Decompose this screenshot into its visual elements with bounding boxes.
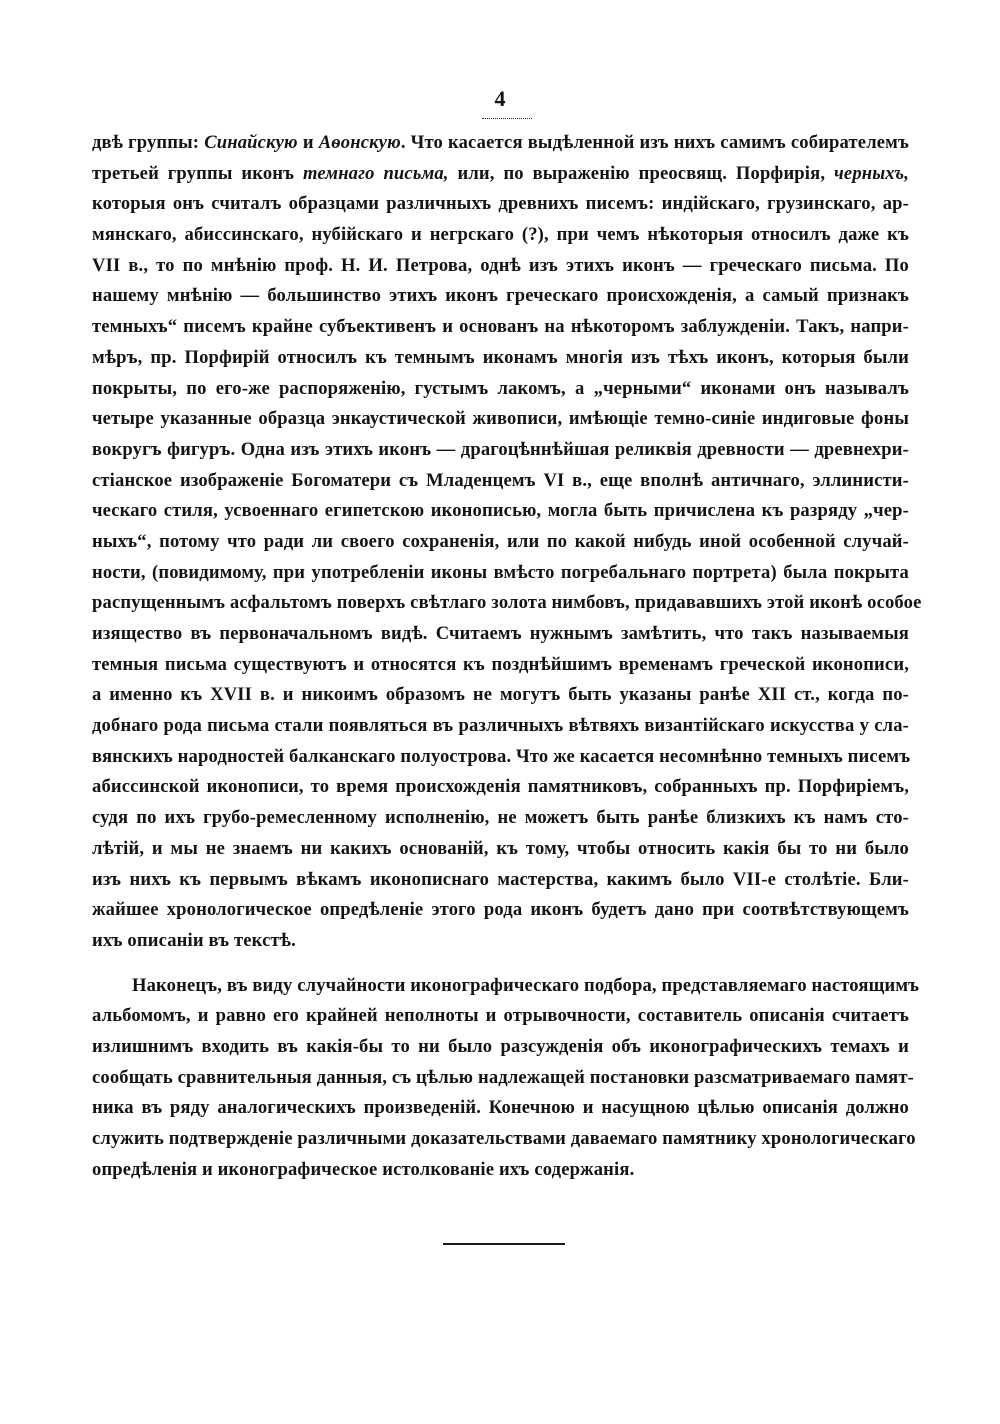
text-line — [92, 742, 909, 773]
text-line — [92, 527, 909, 558]
text-run: мянскаго, абиссинскаго, нубійскаго и негрскаго (?), при чемъ нѣкоторыя относилъ даже къ — [92, 224, 909, 246]
text-line — [92, 1155, 909, 1186]
body-text — [92, 128, 922, 1185]
text-line — [92, 189, 909, 220]
italic-term: Аѳонскую — [318, 132, 401, 153]
italic-term: темнаго письма, — [303, 162, 449, 184]
text-line — [92, 1063, 915, 1094]
text-line — [92, 650, 909, 681]
text-line — [92, 496, 909, 527]
text-run: темныхъ“ писемъ крайне субъективенъ и основанъ на нѣкоторомъ заблужденіи. Такъ, напри- — [92, 316, 909, 338]
text-run: опредѣленія и иконографическое истолкованіе ихъ содержанія. — [92, 1158, 635, 1180]
text-run: абиссинской иконописи, то время происхожденія памятниковъ, собранныхъ пр. Порфиріемъ, — [92, 776, 909, 798]
text-line — [92, 1093, 909, 1124]
text-run: сообщать сравнительныя данныя, съ цѣлью надлежащей постановки разсматриваемаго памят- — [92, 1066, 915, 1088]
text-run: покрыты, по его-же распоряженію, густымъ лакомъ, а „черными“ иконами онъ называлъ — [92, 377, 909, 399]
text-run: стіанское изображеніе Богоматери съ Младенцемъ VI в., еще вполнѣ античнаго, эллинисти- — [92, 469, 909, 491]
text-line — [92, 1124, 916, 1155]
paragraph-2 — [92, 971, 920, 1186]
text-run: и — [297, 132, 319, 153]
text-line — [92, 1001, 909, 1032]
text-run: жайшее хронологическое опредѣленіе этого рода иконъ будетъ дано при соотвѣтствующемъ — [92, 899, 909, 921]
text-line — [92, 435, 909, 466]
text-run: четыре указанные образца энкаустической живописи, имѣющіе темно-синіе индиговые фоны — [92, 408, 909, 430]
text-line — [92, 374, 909, 405]
text-line — [92, 803, 909, 834]
text-line — [92, 926, 909, 957]
text-run: третьей группы иконъ — [92, 162, 303, 184]
text-line — [92, 971, 920, 1002]
text-line — [92, 1032, 909, 1063]
text-run: или, по выраженію преосвящ. Порфирія, — [448, 162, 834, 184]
text-line — [92, 404, 909, 435]
text-run: ихъ описаніи въ текстѣ. — [92, 929, 296, 951]
text-line — [92, 619, 909, 650]
text-line — [92, 588, 922, 619]
text-run: служить подтвержденіе различными доказательствами даваемаго памятнику хронологическаго — [92, 1128, 916, 1149]
text-line — [92, 558, 909, 589]
text-line — [92, 159, 909, 190]
text-run: альбомомъ, и равно его крайней неполноты и отрывочности, составитель описанія считаетъ — [92, 1005, 909, 1027]
text-line — [92, 865, 909, 896]
text-line — [92, 343, 909, 374]
text-run: VII в., то по мнѣнію проф. Н. И. Петрова, однѣ изъ этихъ иконъ — греческаго письма. По — [92, 254, 909, 276]
text-run: ности, (повидимому, при употребленіи иконы вмѣсто погребальнаго портрета) была покрыта — [92, 561, 909, 583]
text-run: лѣтій, и мы не знаемъ ни какихъ основаній, къ тому, чтобы относить какія бы то ни было — [92, 837, 909, 859]
text-run: вокругъ фигуръ. Одна изъ этихъ иконъ — драгоцѣннѣйшая реликвія древности — древнехри- — [92, 438, 909, 460]
text-run: ческаго стиля, усвоеннаго египетскою иконописью, могла быть причислена къ разряду „чер- — [92, 500, 909, 522]
text-line — [92, 680, 909, 711]
text-line — [92, 220, 909, 251]
text-line — [92, 128, 909, 159]
text-line — [92, 895, 909, 926]
text-run: добнаго рода письма стали появляться въ различныхъ вѣтвяхъ византійскаго искусства у сла- — [92, 715, 909, 737]
italic-term: Синайскую — [204, 132, 298, 153]
text-run: мѣръ, пр. Порфирій относилъ къ темнымъ иконамъ многія изъ тѣхъ иконъ, которыя были — [92, 346, 909, 368]
text-line — [92, 312, 909, 343]
text-run: двѣ группы: — [92, 132, 205, 153]
end-rule — [443, 1243, 565, 1245]
text-run: изъ нихъ къ первымъ вѣкамъ иконописнаго мастерства, какимъ было VII-е столѣтіе. Бли- — [92, 868, 909, 890]
text-run: нашему мнѣнію — большинство этихъ иконъ греческаго происхожденія, а самый признакъ — [92, 285, 909, 307]
text-line — [92, 281, 909, 312]
text-run: вянскихъ народностей балканскаго полуострова. Что же касается несомнѣнно темныхъ писемъ — [92, 745, 911, 767]
text-run: а именно къ XVII в. и никоимъ образомъ не могутъ быть указаны ранѣе XII ст., когда по- — [92, 684, 909, 706]
text-line — [92, 834, 909, 865]
text-run: судя по ихъ грубо-ремесленному исполненію, не можетъ быть ранѣе близкихъ къ намъ сто- — [92, 807, 909, 829]
text-run: распущеннымъ асфальтомъ поверхъ свѣтлаго золота нимбовъ, придававшихъ этой иконѣ особое — [92, 592, 922, 614]
text-run: ныхъ“, потому что ради ли своего сохраненія, или по какой нибудь иной особенной случай- — [92, 530, 909, 552]
text-run: . Что касается выдѣленной изъ нихъ самимъ собирателемъ — [400, 132, 909, 153]
italic-term: черныхъ, — [834, 162, 910, 184]
text-line — [92, 251, 909, 282]
text-line — [92, 772, 909, 803]
text-line — [92, 711, 909, 742]
text-run: темныя письма существуютъ и относятся къ позднѣйшимъ временамъ греческой иконописи, — [92, 653, 909, 675]
paragraph-gap — [92, 957, 909, 971]
paragraph-1 — [92, 128, 922, 957]
page-number: 4 — [494, 86, 506, 111]
page-number-ornament — [482, 115, 532, 119]
text-run: изящество въ первоначальномъ видѣ. Считаемъ нужнымъ замѣтить, что такъ называемыя — [92, 623, 909, 644]
text-run: ника въ ряду аналогическихъ произведеній. Конечною и насущною цѣлью описанія должно — [92, 1097, 909, 1119]
text-line — [92, 466, 909, 497]
text-run: Наконецъ, въ виду случайности иконографическаго подбора, представляемаго настоящимъ — [132, 974, 920, 996]
text-run: излишнимъ входить въ какія-бы то ни было разсужденія объ иконографическихъ темахъ и — [92, 1035, 909, 1057]
text-run: которыя онъ считалъ образцами различныхъ древнихъ писемъ: индійскаго, грузинскаго, ар- — [92, 193, 909, 215]
